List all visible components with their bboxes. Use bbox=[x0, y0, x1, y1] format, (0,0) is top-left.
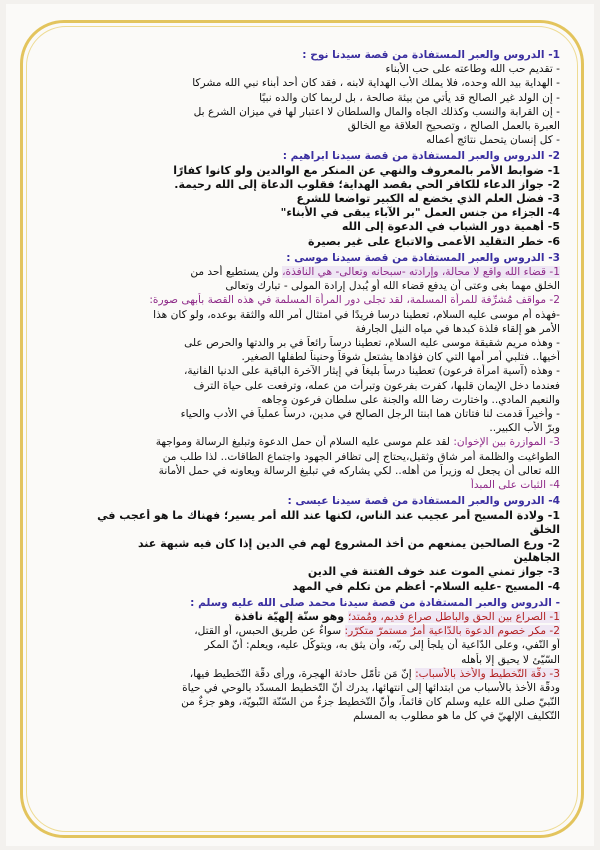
text-line bbox=[50, 265, 560, 279]
text-line: 2- جواز الدعاء للكافر الحي بقصد الهداية؛ فقلوب الدعاة إلى الله رحيمة. bbox=[174, 177, 560, 191]
text-line: 3- جواز تمني الموت عند خوف الفتنة في الدين bbox=[307, 565, 560, 579]
phrase-continuation: لقد علم موسى عليه السلام أن حمل الدعوة وتبليغ الرسالة ومواجهة bbox=[155, 436, 454, 449]
text-line: 4- الجزاء من جنس العمل "بر الآباء يبقى في الأبناء" bbox=[280, 206, 560, 220]
highlighted-phrase: 2- مكر خصوم الدعوة بالدّاعية أمرٌ مستمرّ متكرّر: bbox=[344, 625, 560, 638]
text-line: - وهذه (آسية امرأة فرعون) تعطينا درساً بليغاً في إيثار الآخرة الباقية على الدنيا الفانية، bbox=[183, 365, 560, 378]
text-line: - تقديم حب الله وطاعته على حب الأبناء bbox=[385, 63, 560, 76]
text-line: 4- المسيح -عليه السلام- أعظم من تكلم في المهد bbox=[292, 579, 560, 593]
text-line: - إن القرابة والنسب وكذلك الجاه والمال والسلطان لا اعتبار لها في ميزان الشرع بل bbox=[193, 105, 560, 118]
text-line bbox=[50, 610, 560, 624]
text-line: السّيّئ لا يحيق إلا بأهله bbox=[461, 653, 560, 666]
text-line bbox=[50, 435, 560, 449]
phrase-continuation: سواءٌ عن طريق الحبس، أو القتل، bbox=[194, 625, 345, 638]
text-line: النّبيّ صلى الله عليه وسلم كان قائماً، وأنّ التّخطيط جزءٌ من السّنّة النّبويّة، وهو جزءٌ من bbox=[181, 696, 560, 709]
text-line: - إن الولد غير الصالح قد يأتي من بيئة صالحة ، بل لربما كان والده نبيًا bbox=[259, 91, 560, 104]
section-heading: 2- الدروس والعبر المستفادة من قصة سيدنا ابراهيم : bbox=[282, 150, 560, 163]
section-heading: 4- الدروس والعبر المستفادة من قصة سيدنا عيسى : bbox=[287, 495, 560, 508]
text-line: الأمر هو إلقاء فلذة كبدها في مياه النيل الجارفة bbox=[355, 322, 560, 335]
text-line bbox=[50, 624, 560, 638]
text-line: 2- مواقف مُشرِّفة للمرأة المسلمة، لقد تجلى دور المرأة المسلمة في هذه القصة بأبهى صورة: bbox=[149, 294, 560, 307]
highlighted-phrase: 3- دقّة التّخطيط والأخذ بالأسباب: bbox=[415, 667, 560, 680]
text-line: - وهذه مريم شقيقة موسى عليه السلام، تعطينا درساً رائعاً في بر والدتها والحرص على bbox=[184, 337, 560, 350]
section-heading: 1- الدروس والعبر المستفادة من قصة سيدنا نوح : bbox=[302, 49, 560, 61]
text-line: ودقّة الأخذ بالأسباب من ابتدائها إلى انتهائها، يدرك أنّ التّخطيط المسدّد بالوحي في حياة bbox=[182, 681, 560, 694]
text-line: العبرة بالعمل الصالح ، وتصحيح العلاقة مع الخالق bbox=[347, 120, 560, 133]
highlighted-phrase: 1- الصراع بين الحق والباطل صراع قديم، ومُمتد؛ bbox=[347, 610, 560, 623]
document-body bbox=[50, 48, 560, 828]
phrase-continuation: إنّ مَن تأمّل حادثة الهجرة، ورأى دقّة التّخطيط فيها، bbox=[189, 667, 416, 680]
text-line: 4- الثبات على المبدأ bbox=[470, 479, 560, 492]
text-line: 5- أهمية دور الشباب في الدعوة إلى الله bbox=[341, 220, 560, 234]
text-line: الله تعالى أن يجعل له وزيراً من أهله.. لكي يشاركه في تبليغ الرسالة ويعاونه في حمل الأمانة bbox=[158, 464, 560, 477]
highlighted-phrase: 1- قضاء الله واقع لا محالة، وإرادته -سبحانه وتعالى- هي النافذة، bbox=[282, 266, 560, 279]
phrase-continuation: ولن يستطيع أحد من bbox=[190, 266, 283, 279]
section-heading: - الدروس والعبر المستفادة من قصة سيدنا محمد صلى الله عليه وسلم : bbox=[190, 596, 560, 609]
text-line: 1- ولادة المسيح أمر عجيب عند الناس، لكنها عند الله أمر يسير؛ فهناك ما هو أعجب في bbox=[97, 508, 560, 522]
text-line: أخيها.. فتلبي أمر أمها التي كان فؤادها يشتعل شوقاً وحنيناً لطفلها الصغير. bbox=[241, 351, 560, 364]
text-line: - وأخيراً قدمت لنا فتاتان هما ابنتا الرجل الصالح في مدين، درساً عملياً في الأدب والحياء bbox=[180, 408, 560, 421]
text-line: - الهداية بيد الله وحده، فلا يملك الأب الهداية لابنه ، فقد كان أحد أبناء نبي الله مشركا bbox=[192, 77, 560, 90]
section-heading: 3- الدروس والعبر المستفادة من قصة سيدنا موسى : bbox=[286, 251, 560, 264]
text-line: 6- خطر التقليد الأعمى والاتباع على غير بصيرة bbox=[308, 234, 560, 248]
text-line: الطواغيت والظلمة أمر شاق وثقيل،يحتاج إلى تظافر الجهود واجتماع الطاقات.. لذا طلب من bbox=[162, 450, 560, 463]
text-line: - كل إنسان يتحمل نتائج أعماله bbox=[426, 134, 560, 147]
text-line: الخلق مهما بغى وعتى أن يدفع قضاء الله أو يُبدل إرادة المولى - تبارك وتعالى bbox=[225, 280, 560, 293]
text-line: 2- ورع الصالحين يمنعهم من أخذ المشروع لهم في الدين إذا كان فيه شبهة عند bbox=[137, 536, 560, 550]
text-line: والنعيم المادي.. واختارت رضا الله والجنة على سلطان فرعون وجاهه bbox=[261, 393, 560, 406]
text-line: التّكليف الإلهيّ في كل ما هو مطلوب به المسلم bbox=[353, 710, 560, 723]
highlighted-phrase: 3- الموازرة بين الإخوان: bbox=[453, 436, 560, 449]
text-line: 1- ضوابط الأمر بالمعروف والنهي عن المنكر مع الوالدين ولو كانوا كفارًا bbox=[173, 163, 560, 177]
text-line bbox=[50, 667, 560, 681]
text-line: -فهذه أم موسى عليه السلام، تعطينا درسا فريدًا في امتثال أمر الله والثقة بوعده، ولو كان هذا bbox=[153, 308, 560, 321]
text-line: فعندما دخل الإيمان قلبها، كفرت بفرعون وتبرأت من عمله، وترفعت على حياة الترف bbox=[193, 379, 560, 392]
phrase-continuation: وهو سنّة إلهيّة نافذة bbox=[234, 609, 348, 623]
text-line: 3- فضل العلم الذي يخضع له الكبير تواضعا للشرع bbox=[296, 192, 560, 206]
text-line: أو النّفي، وعلى الدّاعية أن يلجأ إلى ربّه، وأن يثق به، ويتوكّل عليه، ويعلم: أنّ المكر bbox=[204, 639, 560, 652]
page-sheet bbox=[6, 4, 594, 846]
text-line: الخلق bbox=[529, 522, 560, 536]
text-line: وبرّ الأب الكبير.. bbox=[489, 422, 560, 435]
text-line: الجاهلين bbox=[513, 551, 560, 565]
